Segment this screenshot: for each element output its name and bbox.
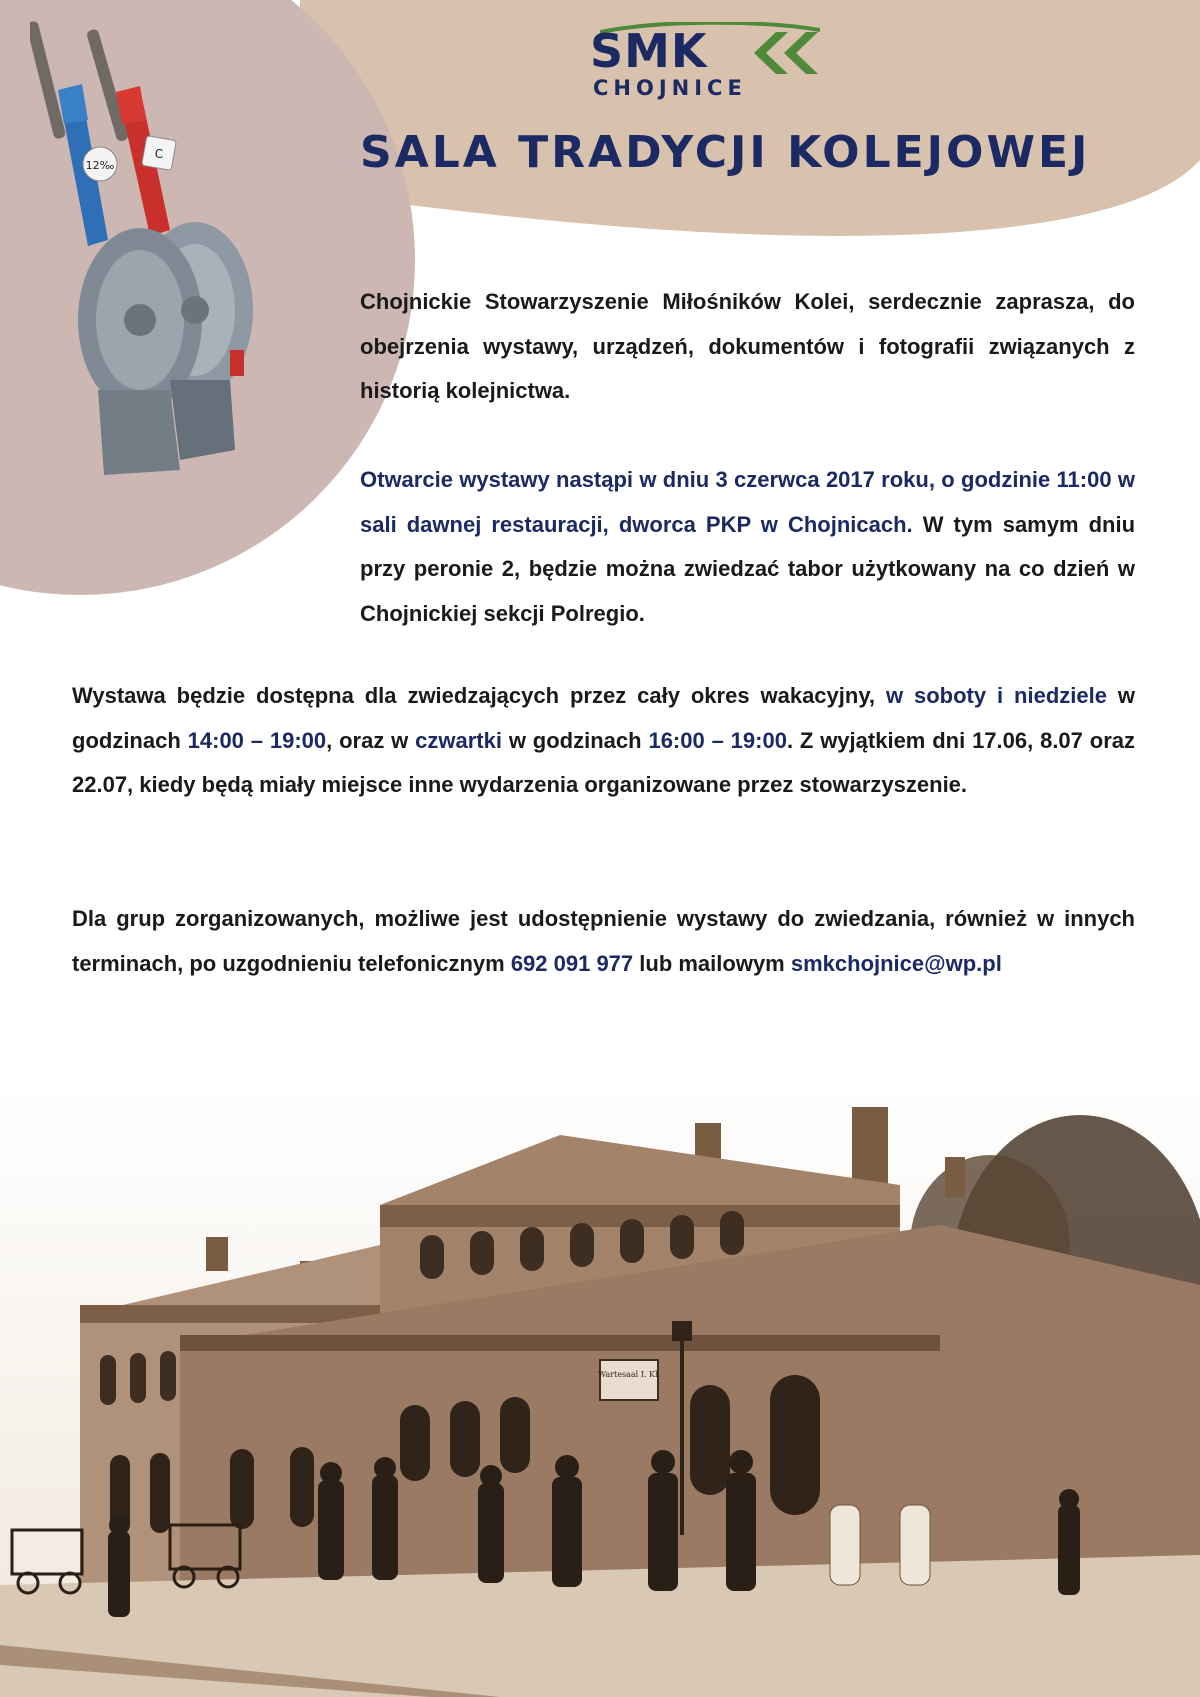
page-title: SALA TRADYCJI KOLEJOWEJ <box>360 127 1091 178</box>
lever-tag-1: 12‰ <box>85 159 115 172</box>
logo-city: CHOJNICE <box>593 76 747 100</box>
opening-rest: W tym samym dniu przy peronie 2, będzie można zwiedzać tabor użytkowany na co dzień w Chojnickiej sekcji Polregio. <box>360 511 1136 626</box>
smk-logo <box>590 22 830 106</box>
phone-number: 692 091 977 <box>510 950 634 976</box>
hours-time-weekend: 14:00 – 19:00 <box>187 727 327 753</box>
groups-text-2: lub mailowym <box>633 950 791 976</box>
hours-text-2: w godzinach <box>72 683 1136 753</box>
hours-time-thursday: 16:00 – 19:00 <box>648 727 787 753</box>
lever-tag-2: C <box>154 147 164 161</box>
opening-paragraph <box>360 458 1135 636</box>
hours-paragraph <box>72 674 1135 808</box>
hours-text-5: . Z wyjątkiem dni 17.06, 8.07 oraz 22.07, kiedy będą miały miejsce inne wydarzenia organizowane przez stowarzyszenie. <box>72 727 1135 797</box>
hours-text-4: w godzinach <box>501 727 649 753</box>
intro-paragraph <box>360 280 1135 414</box>
opening-highlight: Otwarcie wystawy nastąpi w dniu 3 czerwca 2017 roku, o godzinie 11:00 w sali dawnej restauracji, dworca PKP w Chojnicach. <box>360 467 1135 537</box>
station-sign: Wartesaal I. Kl. <box>597 1370 661 1379</box>
hours-text-1: Wystawa będzie dostępna dla zwiedzających przez cały okres wakacyjny, <box>72 683 886 708</box>
double-chevron-icon <box>736 30 820 76</box>
intro-text: Chojnickie Stowarzyszenie Miłośników Kolei, serdecznie zaprasza, do obejrzenia wystawy, urządzeń, dokumentów i fotografii związanych z historią kolejnictwa. <box>360 289 1135 403</box>
email-address[interactable]: smkchojnice@wp.pl <box>790 950 1002 976</box>
hours-text-3: , oraz w <box>326 727 416 753</box>
groups-text-1: Dla grup zorganizowanych, możliwe jest udostępnienie wystawy do zwiedzania, również w innych terminach, po uzgodnieniu telefonicznym <box>72 906 1135 976</box>
railway-lever-icon <box>30 20 270 490</box>
groups-paragraph <box>72 897 1135 986</box>
station-photo-icon <box>0 1085 1200 1697</box>
logo-mark: SMK <box>590 24 708 78</box>
hours-days-thursday: czwartki <box>415 727 502 753</box>
hours-days-weekend: w soboty i niedziele <box>885 683 1107 708</box>
